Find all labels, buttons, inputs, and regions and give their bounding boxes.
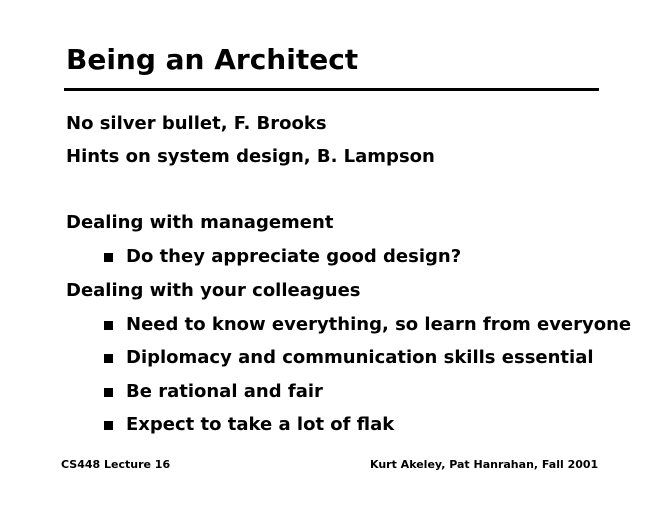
bullet-text: Be rational and fair: [126, 381, 323, 402]
bullet-text: Expect to take a lot of flak: [126, 414, 395, 435]
bullet-square-icon: [104, 321, 113, 330]
title-divider: [64, 88, 599, 91]
bullet-text: Need to know everything, so learn from everyone: [126, 314, 632, 335]
section-heading: Dealing with your colleagues: [66, 280, 361, 301]
bullet-square-icon: [104, 354, 113, 363]
reference-line: No silver bullet, F. Brooks: [66, 113, 327, 134]
section-heading: Dealing with management: [66, 212, 334, 233]
bullet-square-icon: [104, 388, 113, 397]
footer-authors: Kurt Akeley, Pat Hanrahan, Fall 2001: [370, 458, 599, 471]
slide-title: Being an Architect: [66, 43, 359, 76]
bullet-square-icon: [104, 253, 113, 262]
bullet-text: Do they appreciate good design?: [126, 246, 462, 267]
reference-line: Hints on system design, B. Lampson: [66, 146, 435, 167]
footer-course: CS448 Lecture 16: [61, 458, 171, 471]
bullet-square-icon: [104, 421, 113, 430]
bullet-text: Diplomacy and communication skills essential: [126, 347, 594, 368]
